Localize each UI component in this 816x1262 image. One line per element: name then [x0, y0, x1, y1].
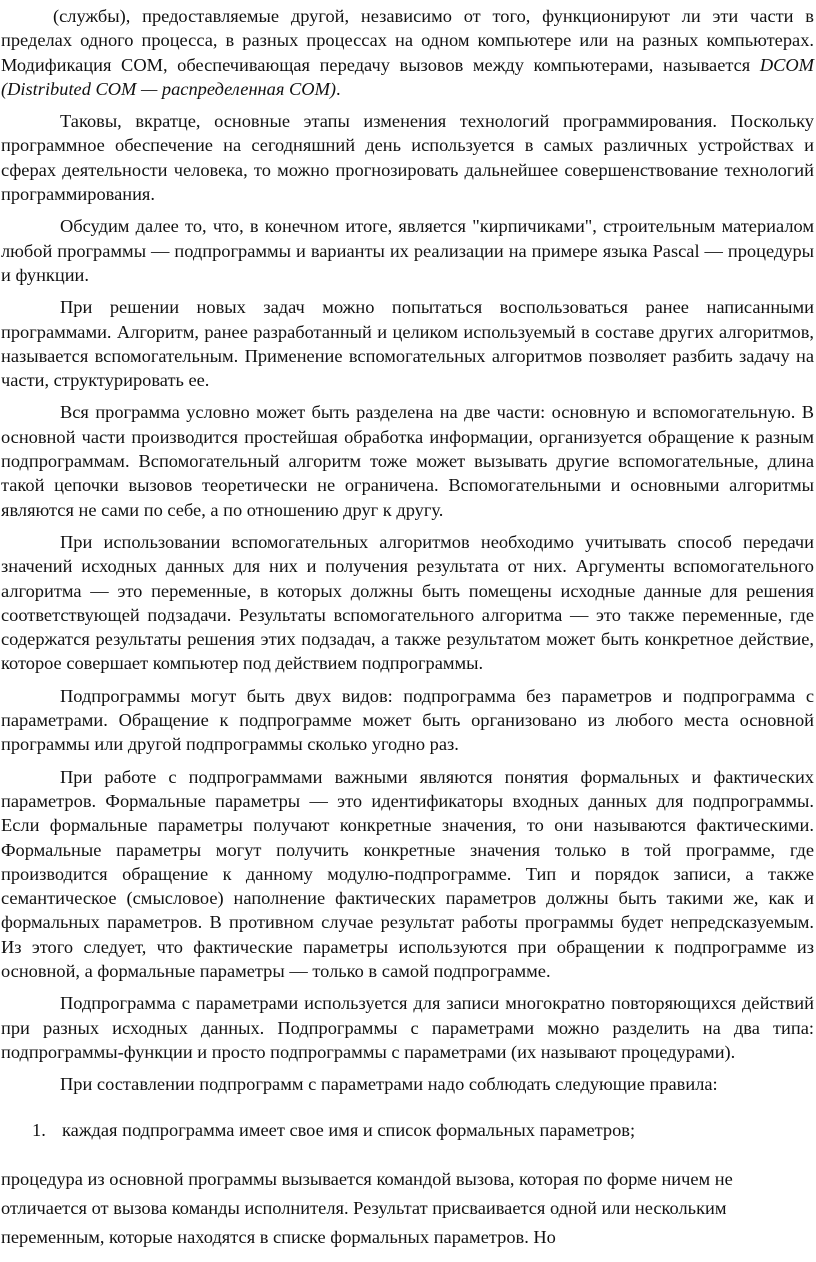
paragraph-procedure-call: процедура из основной программы вызывается командой вызова, которая по форме ничем не отличается от вызова команды исполнителя. Результат присваивается одной или нескольким переменным, которые находятся в списке формальных параметров. Но — [1, 1168, 733, 1247]
paragraph-param-subprogram: Подпрограмма с параметрами используется для записи многократно повторяющихся действий при разных исходных данных. Подпрограммы с параметрами можно разделить на два типа: подпрограммы-функции и просто подпрограммы с параметрами (их называют процедурами). — [1, 993, 814, 1062]
list-item-text: каждая подпрограмма имеет свое имя и список формальных параметров; — [62, 1120, 636, 1141]
paragraph-building-blocks: Обсудим далее то, что, в конечном итоге, является "кирпичиками", строительным материалом любой программы — подпрограммы и варианты их реализации на примере языка Pascal — процедуры и функции. — [1, 216, 814, 285]
paragraph-formal-actual-params: При работе с подпрограммами важными являются понятия формальных и фактических параметров. Формальные параметры — это идентификаторы входных данных для подпрограммы. Если формальные параметры получают конкретные значения, то они называются фактическими. Формальные параметры могут получить конкретные значения только в той программе, где производится обращение к данному модулю-подпрограмме. Тип и порядок записи, а также семантическое (смысловое) наполнение фактических параметров должны быть такими же, как и формальных параметров. В противном случае результат работы программы будет непредсказуемым. Из этого следует, что фактические параметры используются при обращении к подпрограмме из основной, а формальные параметры — только в самой подпрограмме. — [1, 766, 814, 981]
paragraph-dcom-text: (службы), предоставляемые другой, независимо от того, функционируют ли эти части в пределах одного процесса, в разных процессах на одном компьютере или на разных компьютерах. Модификация COM, обеспечивающая передачу вызовов между компьютерами, называется — [1, 6, 814, 75]
rules-list — [1, 1118, 814, 1142]
paragraph-subprogram-kinds: Подпрограммы могут быть двух видов: подпрограмма без параметров и подпрограмма с параметрами. Обращение к подпрограмме может быть организовано из любого места основной программы или другой подпрограммы сколько угодно раз. — [1, 685, 814, 755]
list-item-number: 1. — [32, 1120, 46, 1141]
dcom-term: DCOM (Distributed COM — распределенная COM) — [1, 54, 814, 99]
paragraph-dcom-end: . — [336, 78, 341, 99]
paragraph-technology-stages: Таковы, вкратце, основные этапы изменения технологий программирования. Поскольку программное обеспечение на сегодняшний день используется в самых различных устройствах и сферах деятельности человека, то можно прогнозировать дальнейшее совершенствование технологий программирования. — [1, 111, 814, 205]
paragraph-arguments-results: При использовании вспомогательных алгоритмов необходимо учитывать способ передачи значений исходных данных для них и получения результата от них. Аргументы вспомогательного алгоритма — это переменные, в которых должны быть помещены исходные данные для решения соответствующей подзадачи. Результаты вспомогательного алгоритма — это также переменные, где содержатся результаты решения этих подзадач, а также результатом может быть конкретное действие, которое совершает компьютер под действием подпрограммы. — [1, 531, 814, 674]
paragraph-program-parts: Вся программа условно может быть разделена на две части: основную и вспомогательную. В основной части производится простейшая обработка информации, организуется обращение к разным подпрограммам. Вспомогательный алгоритм тоже может вызывать другие вспомогательные, длина такой цепочки вызовов теоретически не ограничена. Вспомогательными и основными алгоритмы являются не сами по себе, а по отношению друг к другу. — [1, 402, 814, 520]
paragraph-rules-intro: При составлении подпрограмм с параметрами надо соблюдать следующие правила: — [60, 1074, 718, 1095]
paragraph-dcom — [1, 4, 814, 101]
paragraph-auxiliary-algorithm: При решении новых задач можно попытаться воспользоваться ранее написанными программами. Алгоритм, ранее разработанный и целиком используемый в составе других алгоритмов, называется вспомогательным. Применение вспомогательных алгоритмов позволяет разбить задачу на части, структурировать ее. — [1, 297, 814, 391]
list-item — [1, 1118, 814, 1142]
